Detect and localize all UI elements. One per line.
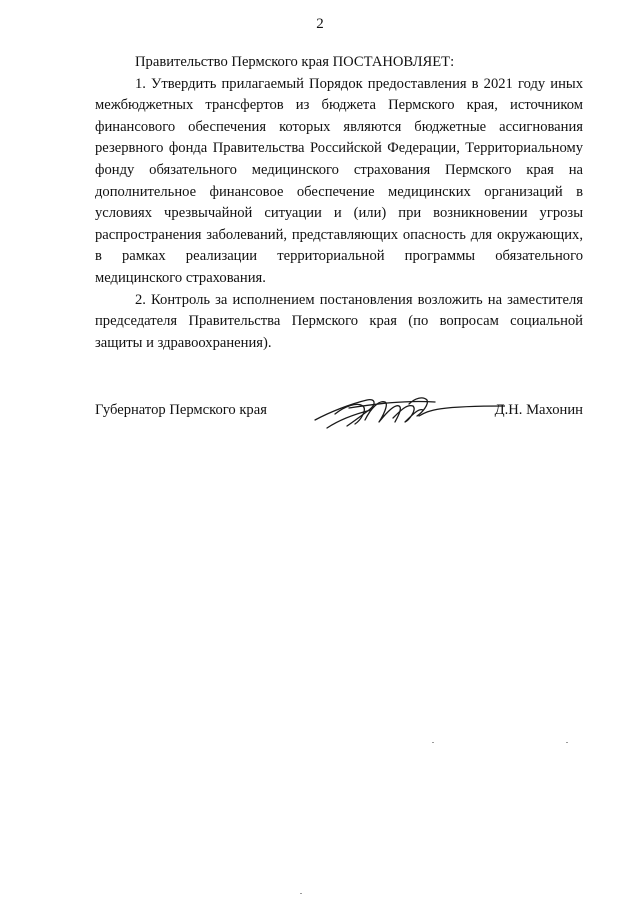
resolution-heading: Правительство Пермского края ПОСТАНОВЛЯЕТ: xyxy=(135,54,455,70)
paragraph-2: 2. Контроль за исполнением постановления возложить на заместителя председателя Правительства Пермского края (по вопросам социальной защиты и здравоохранения). xyxy=(95,291,583,351)
scan-artifact xyxy=(432,742,434,743)
scan-artifact xyxy=(566,742,568,743)
signature-block xyxy=(95,398,583,448)
signatory-position: Губернатор Пермского края xyxy=(95,402,267,418)
page-number: 2 xyxy=(316,16,324,32)
paragraph-1: 1. Утвердить прилагаемый Порядок предоставления в 2021 году иных межбюджетных трансфертов из бюджета Пермского края, источником финансового обеспечения которых являются бюджетные ассигнования резервного фонда Правительства Российской Федерации, Территориальному фонду обязательного медицинского страхования Пермского края на дополнительное финансовое обеспечение медицинских организаций в условиях чрезвычайной ситуации и (или) при возникновении угрозы распространения заболеваний, представляющих опасность для окружающих, в рамках реализации территориальной программы обязательного медицинского страхования. xyxy=(95,75,583,286)
handwritten-signature-icon xyxy=(305,390,505,434)
document-body xyxy=(95,52,583,354)
signatory-name: Д.Н. Махонин xyxy=(494,402,583,418)
scan-artifact xyxy=(300,893,302,894)
